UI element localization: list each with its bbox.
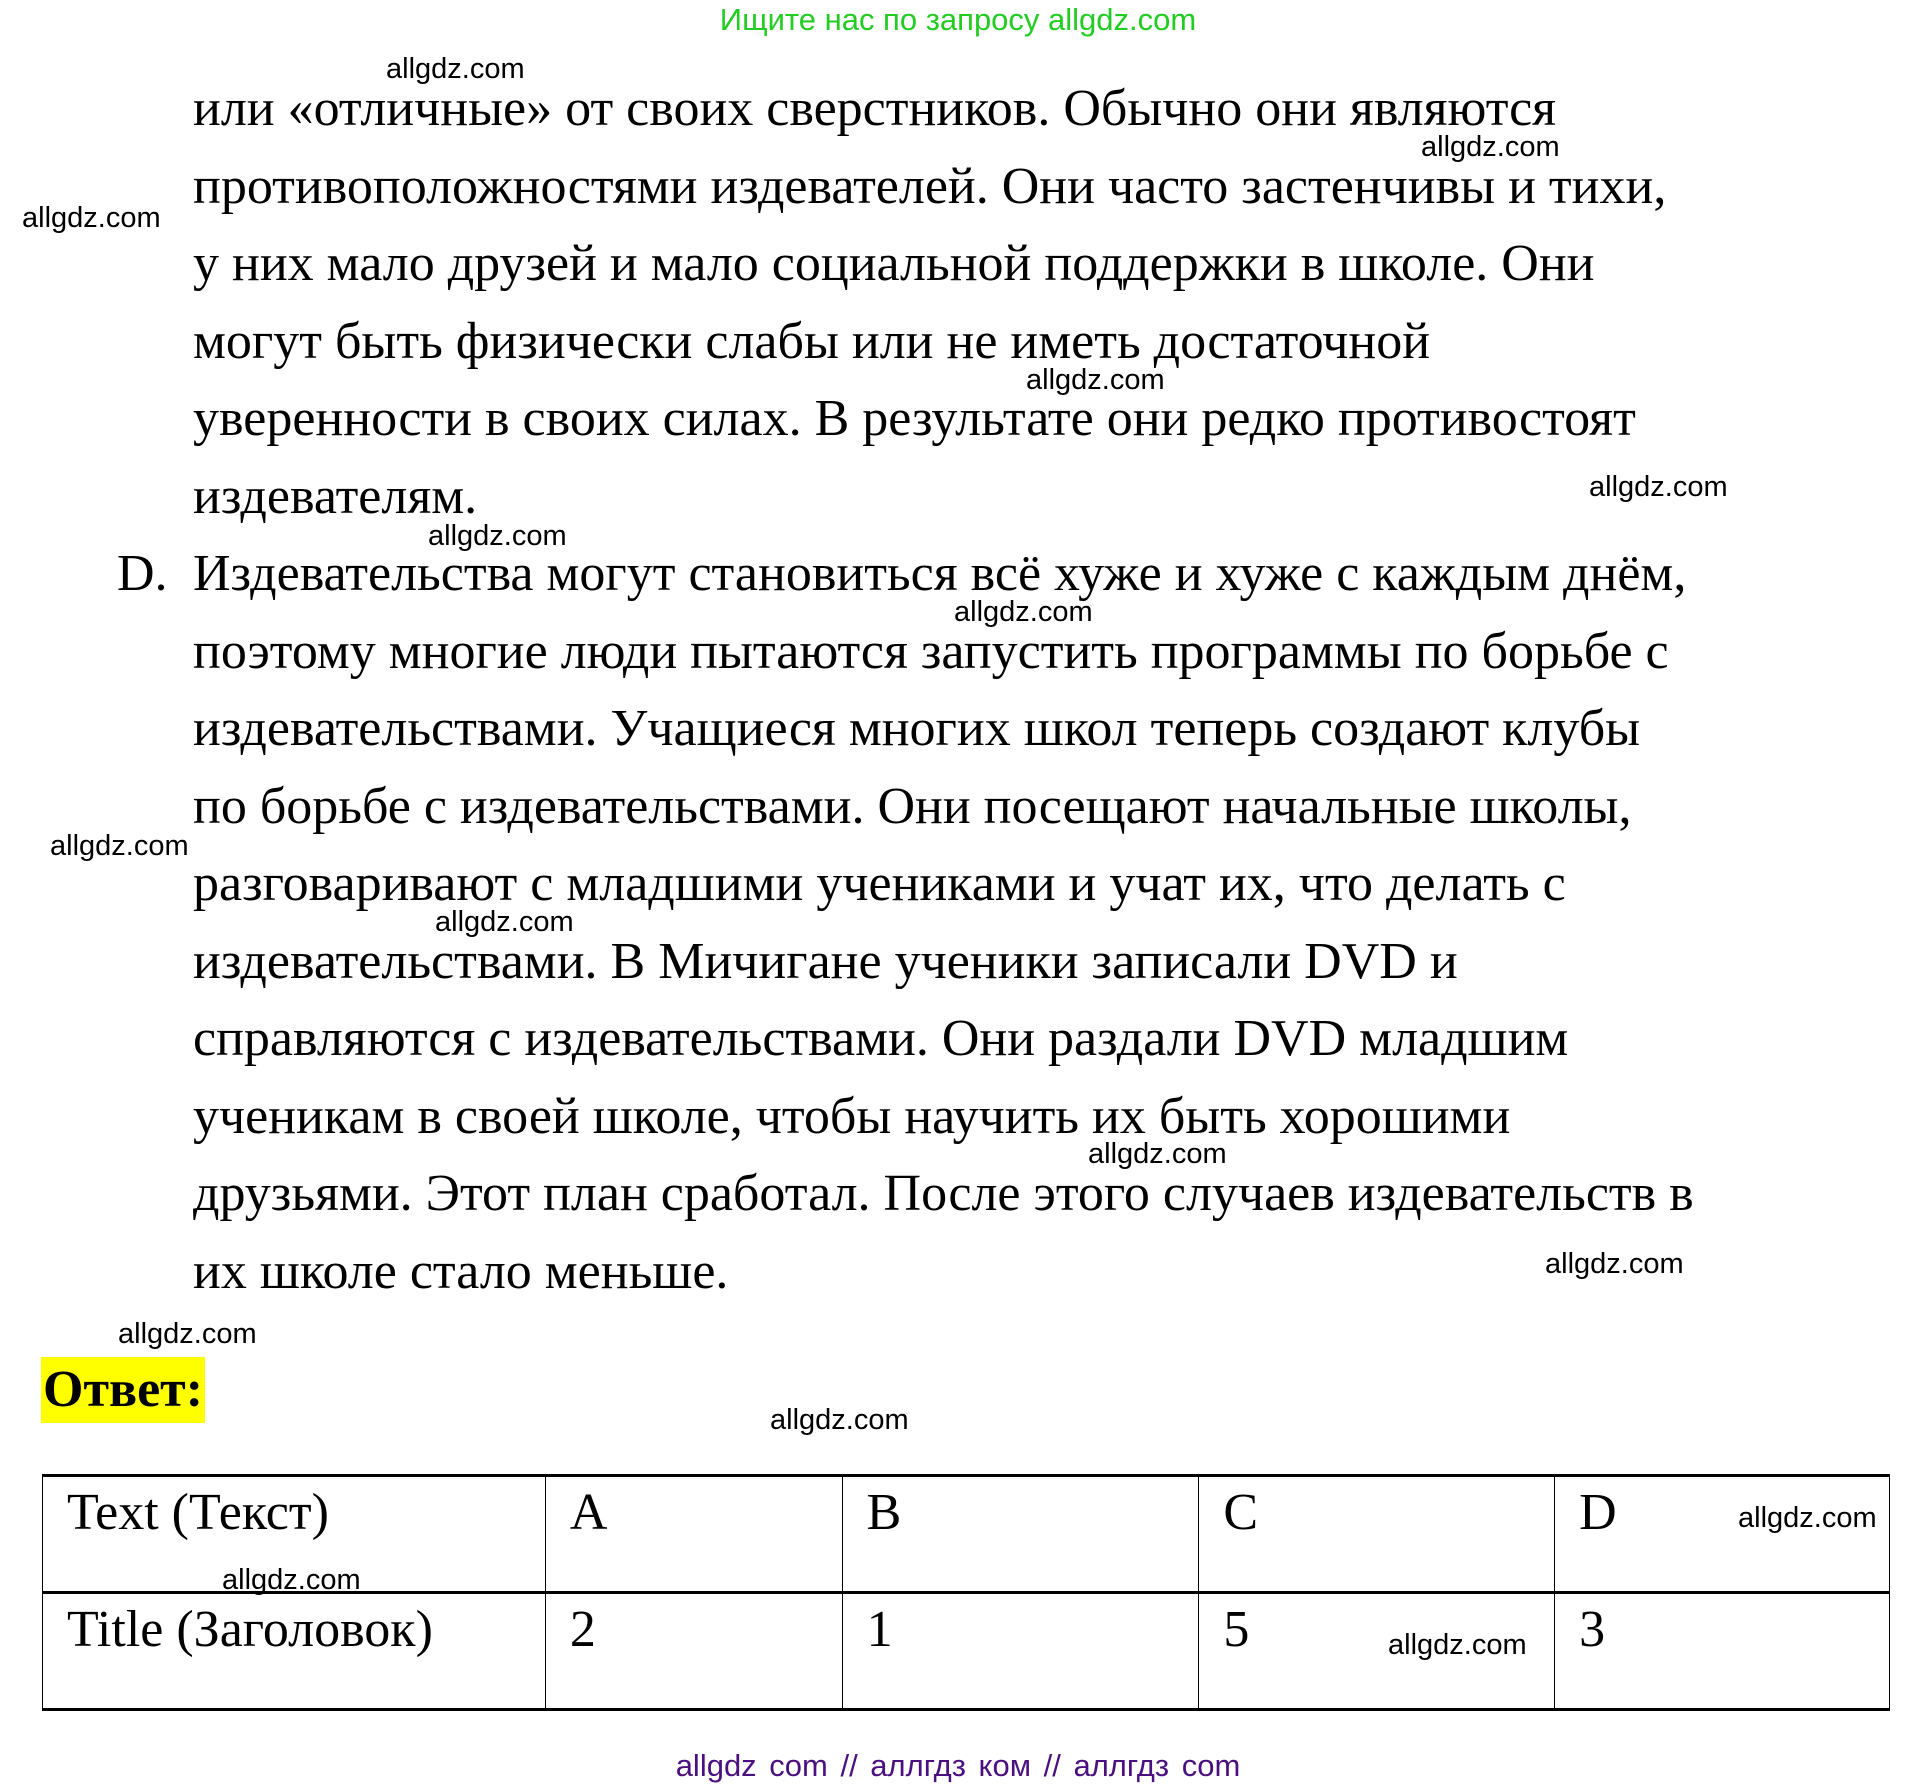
text-line: их школе стало меньше. bbox=[193, 1242, 729, 1300]
table-cell: 3 bbox=[1555, 1593, 1890, 1710]
watermark: allgdz.com bbox=[954, 596, 1093, 628]
watermark: allgdz.com bbox=[1421, 131, 1560, 163]
text-line: издевательствами. Учащиеся многих школ теперь создают клубы bbox=[193, 700, 1641, 757]
watermark: allgdz.com bbox=[1388, 1629, 1527, 1661]
watermark: allgdz.com bbox=[22, 202, 161, 234]
watermark: allgdz.com bbox=[118, 1318, 257, 1350]
answer-heading: Ответ: bbox=[41, 1357, 205, 1423]
text-line: справляются с издевательствами. Они раздали DVD младшим bbox=[193, 1010, 1569, 1067]
text-line: по борьбе с издевательствами. Они посещают начальные школы, bbox=[193, 777, 1632, 835]
table-cell: C bbox=[1199, 1476, 1555, 1593]
text-line: издевательствами. В Мичигане ученики записали DVD и bbox=[193, 932, 1458, 990]
watermark: allgdz.com bbox=[428, 520, 567, 552]
table-cell: 5 bbox=[1199, 1593, 1555, 1710]
watermark: allgdz.com bbox=[1545, 1248, 1684, 1280]
watermark: allgdz.com bbox=[1088, 1138, 1227, 1170]
table-cell: Title (Заголовок) bbox=[43, 1593, 546, 1710]
table-cell: D bbox=[1555, 1476, 1890, 1593]
watermark: allgdz.com bbox=[222, 1564, 361, 1596]
paragraph-c bbox=[193, 70, 1913, 535]
watermark: allgdz.com bbox=[435, 906, 574, 938]
site-banner[interactable]: Ищите нас по запросу allgdz.com bbox=[719, 2, 1197, 37]
text-line: ученикам в своей школе, чтобы научить их быть хорошими bbox=[193, 1087, 1511, 1145]
table-cell: A bbox=[545, 1476, 842, 1593]
table-cell: 1 bbox=[842, 1593, 1199, 1710]
text-line: могут быть физически слабы или не иметь достаточной bbox=[193, 312, 1431, 370]
watermark: allgdz.com bbox=[1026, 364, 1165, 396]
watermark: allgdz.com bbox=[770, 1404, 909, 1436]
text-line: у них мало друзей и мало социальной поддержки в школе. Они bbox=[193, 235, 1595, 292]
text-line: разговаривают с младшими учениками и учат их, что делать с bbox=[193, 855, 1566, 912]
text-line: поэтому многие люди пытаются запустить программы по борьбе с bbox=[193, 622, 1669, 680]
table-cell: B bbox=[842, 1476, 1199, 1593]
watermark: allgdz.com bbox=[50, 830, 189, 862]
text-line: Издевательства могут становиться всё хуже и хуже с каждым днём, bbox=[193, 545, 1687, 602]
text-line: друзьями. Этот план сработал. После этого случаев издевательств в bbox=[193, 1165, 1694, 1222]
table-row bbox=[43, 1593, 1890, 1710]
text-line: издевателям. bbox=[193, 467, 478, 525]
watermark: allgdz.com bbox=[1738, 1502, 1877, 1534]
list-marker-d: D. bbox=[117, 545, 168, 602]
paragraph-d bbox=[193, 535, 1913, 1310]
table-cell: Text (Текст) bbox=[43, 1476, 546, 1593]
footer-links[interactable]: allgdz com // аллгдз ком // аллгдз com bbox=[675, 1748, 1241, 1783]
watermark: allgdz.com bbox=[386, 53, 525, 85]
watermark: allgdz.com bbox=[1589, 471, 1728, 503]
table-cell: 2 bbox=[545, 1593, 842, 1710]
text-line: уверенности в своих силах. В результате они редко противостоят bbox=[193, 390, 1636, 447]
text-line: или «отличные» от своих сверстников. Обычно они являются bbox=[193, 80, 1557, 137]
text-line: противоположностями издевателей. Они часто застенчивы и тихи, bbox=[193, 157, 1667, 215]
